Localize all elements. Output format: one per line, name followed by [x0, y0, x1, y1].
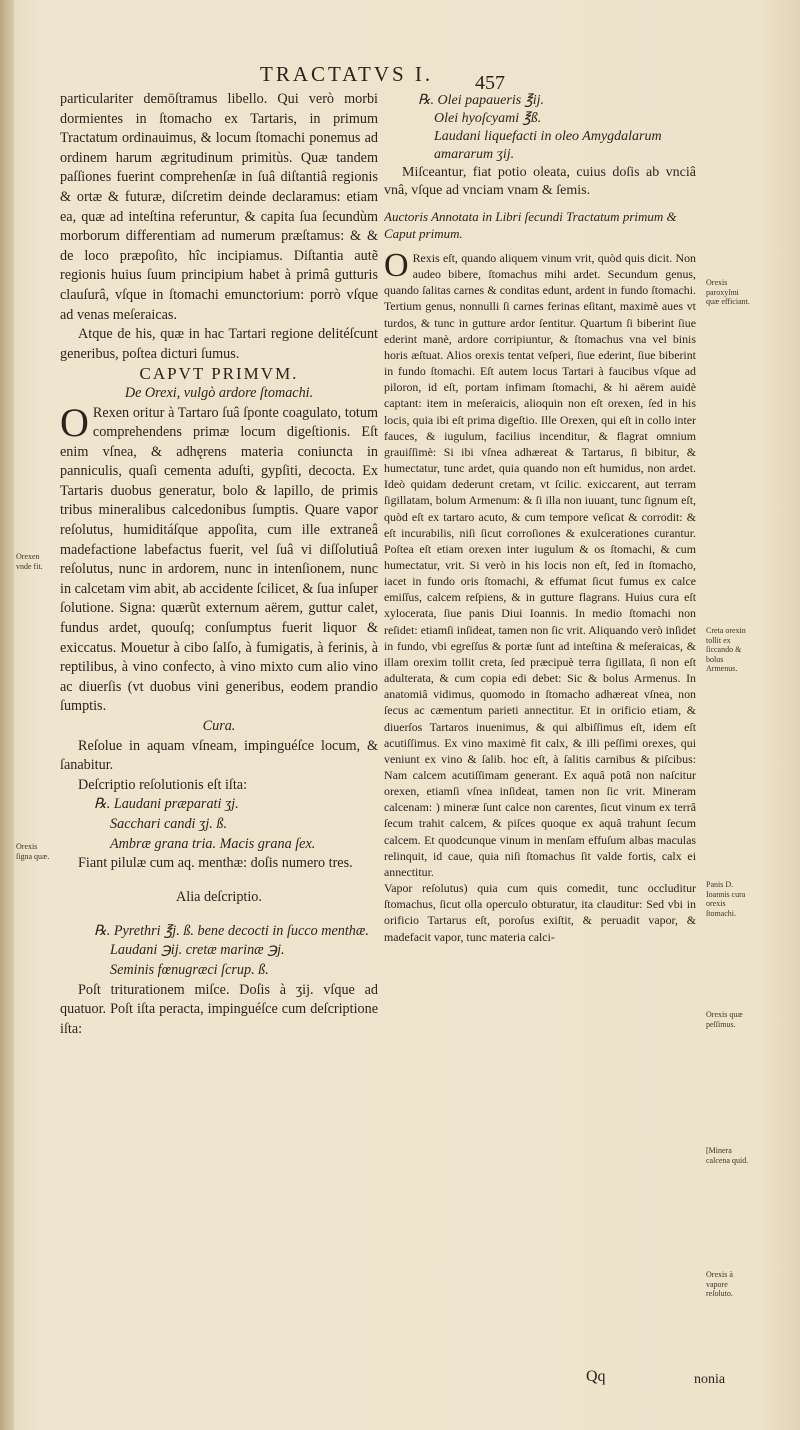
signature-mark: Qq — [586, 1368, 606, 1385]
recipe-line: ℞. Laudani præparati ʒj. — [94, 796, 239, 813]
margin-note-panis: Panis D. Ioannis cura orexis ſtomachi. — [706, 880, 746, 918]
recipe-line: ℞. Pyrethri ℥j. ß. bene decocti in ſucco menthæ. — [94, 922, 369, 939]
cura-heading: Cura. — [202, 718, 236, 734]
page-fold-shadow — [0, 0, 14, 1430]
recipe-line: Olei hyoſcyami ℥ß. — [434, 111, 542, 126]
drop-cap: O — [60, 399, 89, 445]
drop-cap: O — [384, 247, 409, 284]
dosage-text: Fiant pilulæ cum aq. menthæ: doſis numero tres. — [78, 855, 353, 872]
margin-note-pessimus: Orexis quæ peſſimus. — [706, 1010, 743, 1029]
right-column — [384, 92, 696, 1418]
margin-note-paroxysm: Orexis paroxyſmi quæ efficiant. — [706, 278, 750, 306]
misceantur-text: Miſceantur, fiat potio oleata, cuius doſis ab vnciâ vnâ, vſque ad vnciam vnam & ſemis. — [384, 165, 696, 198]
recipe-line: ℞. Olei papaueris ℥ij. — [418, 93, 545, 108]
recipe-line: Seminis fœnugræci ſcrup. ß. — [110, 961, 269, 978]
recipe-line: Sacchari candi ʒj. ß. — [110, 815, 228, 832]
orexis-paragraph — [60, 399, 378, 718]
margin-note-vapore: Orexis à vapore reſoluto. — [706, 1270, 733, 1298]
vapor-annotation: Vapor reſolutus) quia cum quis comedit, tunc occluditur ſtomachus, ſicut olla operculo obturatur, ita clauditur: Sed vbi in orificio Tartarus eſt, poroſus exiſtit, & peruadit vapor, & madefacit vapor, tunc materia calci- — [384, 881, 696, 944]
intro-paragraph: particulariter demōſtramus libello. Qui verò morbi dormientes in ſtomacho ex Tartaris, in primum Tractatum ordinauimus, & locum ſtomachi ponemus ad ordinem harum ægritudinum primitùs. Quæ tandem paſſiones fuerint comprehenſæ in ſuâ diſtantiâ regionis & ortæ & futuræ, diſcretim deinde declaramus: etiam ea, quæ ad inteſtina referuntur, & capita ſua ſecundùm morborum differentiam ad numerum præſtamus: & & de loco præpoſito, hîc incipiamus. Diſtantia autẽ regionis huius ſuum principium habet à primâ gutturis clauſurâ, vſque in ſtomachi emunctorium: porrò vſque ad venas meſeraicas. — [60, 91, 378, 323]
chapter-subtitle: De Orexi, vulgò ardore ſtomachi. — [124, 384, 314, 401]
orexis-text: Rexen oritur à Tartaro ſuâ ſponte coagulato, totum comprehendens primæ locum digeſtionis. Eſt enim vſnea, & adhęrens materia coniuncta in panniculis, quaſi cementa aduſti, gypſiti, decocta. Ex Tartaris duobus generatur, bolo & lapillo, de primis tribus mineralibus calcedonibus ſumptis. Quare vapor reſolutus, humiditáſque appoſita, cum ille extraneâ madefactione labefactus fuerit, vel ſuâ vi diſſolutiuâ reſolutus, nunc in ardorem, nunc in intenſionem, nunc in calcetam vim abit, ab accidente ſcilicet, & ſua inſuper ſolutione. Signa: quærũt externum aërem, guttur calet, fundus ardet, quouſq; conſumptus fuerit liquor & exiccatus. Mouetur à cibo ſalſo, à fumigatis, à ferinis, à reptilibus, à vino confecto, à vino mixto cum alio vino ac diuerſis (vt duobus vini generibus, eodem prandio ſumptis. — [60, 404, 378, 715]
catchword: nonia — [694, 1372, 726, 1387]
recipe-line: Laudani ℈ij. cretæ marinæ ℈j. — [110, 942, 285, 959]
left-column — [60, 90, 378, 1420]
cura-text: Reſolue in aquam vſneam, impinguéſce locum, & ſanabitur. — [60, 737, 378, 774]
trituration-text: Poſt triturationem miſce. Doſis à ʒij. vſque ad quatuor. Poſt iſta peracta, impinguéſce cum deſcriptione iſta: — [60, 981, 378, 1037]
alia-heading: Alia deſcriptio. — [176, 888, 262, 905]
annotation-text: Rexis eſt, quando aliquem vinum vrit, quòd quis dicit. Non audeo bibere, ſtomachus mihi ardet. Secundum genus, quando ſalitas carnes & conditas edunt, ardent in fundo ſtomachi. Tertium genus, nonnulli ſi carnes ferinas eſitant, maximè aues vt turdos, & tunc in gutture ardor ſentitur. Quartum ſi biberint ſiue ederint manè, ardore corripiuntur, & ſtomachus vna vel binis horis æſtuat. Alios orexis tentat veſperi, ſiue ederint, ſiue biberint in fundo ſtomachi. Eſt autem locus Tartari à faucibus vſque ad piloron, id eſt, portam infimam ſtomachi, & hi aërem auidè captant: item in meſeraicis, alioquin non eſt orexen, ſed in his locis, quia ibi eſt prima digeſtio. Ille Orexen, qui eſt in collo inter fauces, & iugulum, facilius incenditur, & flagrat omnium grauiſſimè: Si ibi vſnea adhæreat & Tartarus, ſi bibitur, & humectatur, tunc ardet, quia quando non eſt humidus, non ardet. Ideò quidam dederunt cretam, vt ſcilic. exiccarent, aut terram ſigillatam, bolum Armenum: & ſi illa non iuuant, tunc ſignum eſt, quòd eſt ex tartaro acuto, & cum tempore veſicat & corrodit: & eſt incurabilis, niſi ſicut corroſiones & exulcerationes curantur. Poſtea eſt etiam orexen inter iugulum & os ſtomachi, & cum humectatur, vrit. Si verò in his locis non eſt, ſed in ſtomacho, iacet in fundo oris ſtomachi, & effumat ſicut fumus ex calce emiſſus, calcem reſpiens, & in gutture flagrans. Huius cura eſt xylocerata, ſiue panis Diui Ioannis. In medio ſtomachi non reſidet: etiamſi inſideat, tamen non ſic vrit. Aliquando verò inſidet in fundo, vbi egreſſus & portæ ſunt ad inteſtina & meſeraicas, & illam orexim tollit creta, ſed præcipuè terra ſigillata, ſi non eſt adulterata, & cum copia edi debet: Sic & bolus Armenus. In anatomiâ vidimus, quomodo in ſtomacho adhæreat vſnea, non ſecus ac cæmentum parieti annectitur. Et in orificio etiam, & diuerſos Tartaros inuenimus, & qui albiſſimus eſt, idem eſt acutiſſimus. Ex vino maximè fit calx, & illi peſſimi orexes, qui veniunt ex vino & ſalib. hoc eſt, à ſalitis carnibus & piſcibus: Nam calcem acutiſſimam generant. Ex aquâ potâ non naſcitur orexen, etiamſi vſnea inſideat, tamen non ſic vrit. Mineram calcenam: ) mineræ ſunt calce non carentes, ſicut vinum ex terrâ ſecum trahit calcem, & piſces quoque ex aquâ trahunt ſecum calcem. Et quodcunque vinum in menſam effuſum albas maculas relinquit, id caue, quia niſi ſtomachus ſit valde fortis, calx ei annectitur. — [384, 251, 696, 879]
annotation-paragraph — [384, 247, 696, 880]
chapter-heading: CAPVT PRIMVM. — [139, 364, 299, 384]
running-header — [260, 62, 620, 94]
margin-note-signa: Orexis ſigna quæ. — [16, 842, 50, 861]
running-title: TRACTATVS I. — [260, 62, 434, 86]
margin-note-minera: [Minera calcena quid. — [706, 1146, 749, 1165]
recipe-line: Laudani liquefacti in oleo Amygdalarum amararum ʒij. — [434, 129, 662, 162]
margin-note-orexen: Orexen vnde fit. — [16, 552, 43, 571]
description-intro: Deſcriptio reſolutionis eſt iſta: — [78, 776, 248, 793]
margin-note-creta: Creta orexin tollit ex ſiccando & bolus Armenus. — [706, 626, 746, 673]
recipe-line: Ambræ grana tria. Macis grana ſex. — [110, 835, 316, 852]
page-number: 457 — [475, 72, 505, 94]
paragraph-regions: Atque de his, quæ in hac Tartari regione delitéſcunt generibus, poſtea dicturi ſumus. — [60, 326, 378, 362]
annotations-heading: Auctoris Annotata in Libri ſecundi Tractatum primum & Caput primum. — [384, 209, 677, 241]
